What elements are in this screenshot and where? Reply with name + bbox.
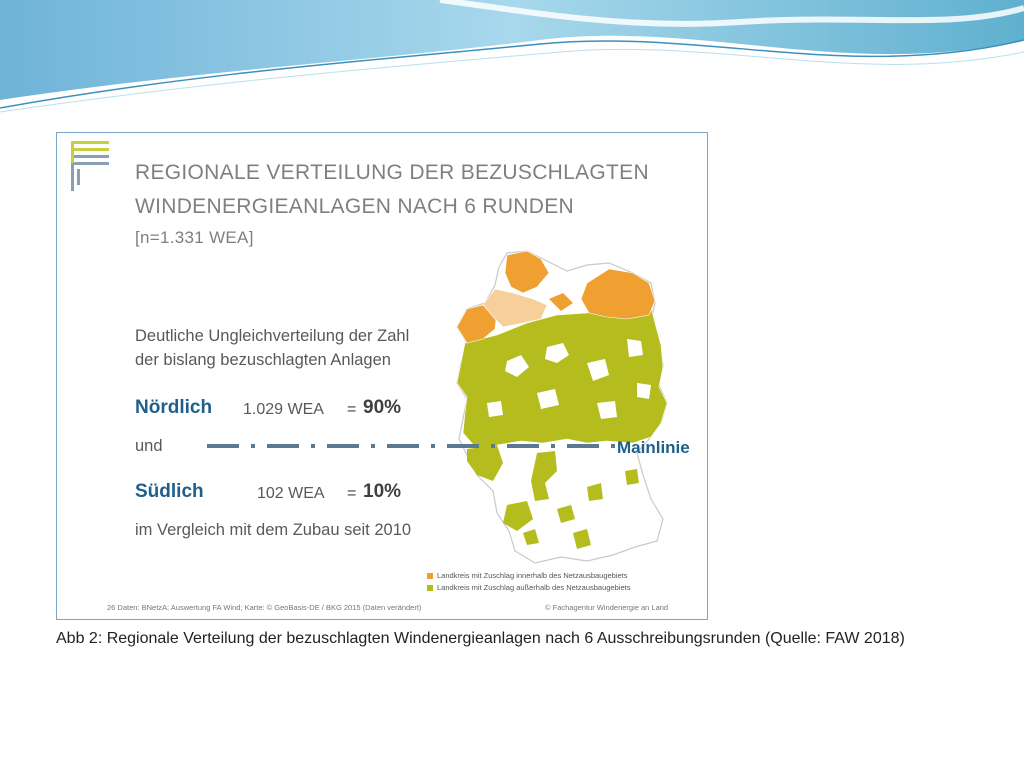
north-count: 1.029 WEA [243, 401, 324, 418]
slide-footer-copyright: © Fachagentur Windenergie an Land [545, 603, 669, 612]
comparison-text: im Vergleich mit dem Zubau seit 2010 [135, 521, 412, 539]
description-line-1: Deutliche Ungleichverteilung der Zahl [135, 327, 410, 345]
north-share: 90% [363, 397, 402, 418]
north-equals: = [347, 401, 357, 418]
figure-caption: Abb 2: Regionale Verteilung der bezuschlagten Windenergieanlagen nach 6 Ausschreibungsrunden (Quelle: FAW 2018) [56, 630, 905, 647]
legend-swatch-orange [427, 573, 433, 579]
mainline-dash-dot-line [207, 439, 617, 453]
slide-title-line-1: REGIONALE VERTEILUNG DER BEZUSCHLAGTEN [135, 161, 649, 184]
olive-districts-south-7 [625, 469, 639, 485]
sample-size-label: [n=1.331 WEA] [135, 228, 254, 247]
legend-label-outside: Landkreis mit Zuschlag außerhalb des Netzausbaugebiets [437, 583, 631, 592]
south-count: 102 WEA [257, 485, 325, 502]
south-share: 10% [363, 481, 402, 502]
north-label: Nördlich [135, 397, 213, 418]
header-wave-decoration [0, 0, 1024, 120]
legend-item-outside [427, 583, 630, 592]
description-line-2: der bislang bezuschlagten Anlagen [135, 351, 391, 369]
legend-swatch-olive [427, 585, 433, 591]
legend-item-inside [427, 571, 628, 580]
slide-title-line-2: WINDENERGIEANLAGEN NACH 6 RUNDEN [135, 195, 574, 218]
connector-text: und [135, 437, 163, 455]
south-equals: = [347, 485, 357, 502]
germany-district-map [437, 243, 687, 573]
slide-footer-source: 26 Daten: BNetzA; Auswertung FA Wind; Karte: © GeoBasis-DE / BKG 2015 (Daten verändert) [107, 603, 422, 612]
embedded-slide [56, 132, 708, 620]
mainline-label: Mainlinie [617, 438, 690, 457]
south-label: Südlich [135, 481, 204, 502]
fachagentur-logo-icon [67, 139, 109, 193]
legend-label-inside: Landkreis mit Zuschlag innerhalb des Netzausbaugebiets [437, 571, 628, 580]
